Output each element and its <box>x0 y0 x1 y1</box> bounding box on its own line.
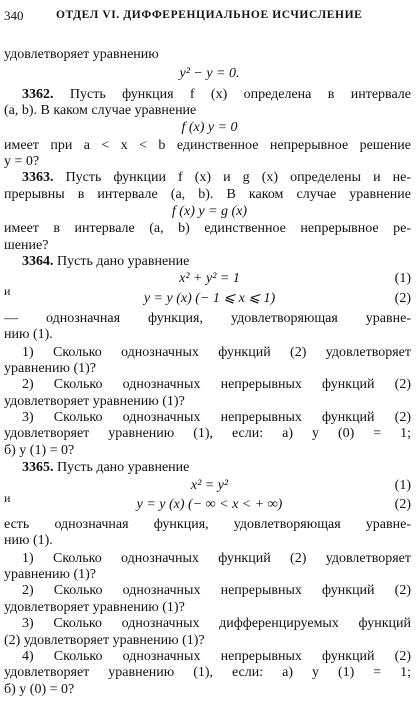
problem-number: 3363. <box>22 170 54 186</box>
text-line: шение? <box>4 237 49 253</box>
equation: y = y (x) (− ∞ < x < + ∞) <box>136 496 283 512</box>
problem-number: 3364. <box>22 254 54 269</box>
text-line: (a, b). В каком случае уравнение <box>4 102 197 118</box>
problem-3362-line: 3362. Пусть функция f (x) определена в интервале <box>22 86 411 102</box>
text-line: уравнению (1)? <box>4 360 97 376</box>
equation: f (x) y = g (x) <box>171 204 248 219</box>
text-line: 1) Сколько однозначных функций (2) удовлетворяет <box>22 344 411 360</box>
equation-number: (2) <box>394 290 411 306</box>
text-line: (2) удовлетворяет уравнению (1)? <box>4 632 205 648</box>
equation-number: (1) <box>394 271 411 287</box>
problem-3364-line: 3364. Пусть дано уравнение <box>22 254 190 269</box>
text-line: y = 0? <box>4 153 40 169</box>
text-line: 1) Сколько однозначных функций (2) удовлетворяет <box>22 550 411 566</box>
equation: f (x) y = 0 <box>181 120 238 136</box>
equation: x² + y² = 1 <box>179 271 240 287</box>
text-line: нию (1). <box>4 327 53 343</box>
problem-number: 3362. <box>22 86 54 102</box>
text-line: — однозначная функция, удовлетворяющая уравне- <box>4 310 411 326</box>
text-line: удовлетворяет уравнению (1)? <box>4 393 185 409</box>
text-line: б) y (0) = 0? <box>4 681 75 697</box>
text-line: удовлетворяет уравнению (1)? <box>4 599 185 615</box>
equation: y² − y = 0. <box>179 66 240 82</box>
text-line: 3) Сколько однозначных дифференцируемых функций <box>22 616 411 632</box>
text-line: нию (1). <box>4 533 53 549</box>
page-number: 340 <box>4 8 24 23</box>
problem-number: 3365. <box>22 460 54 476</box>
equation-number: (1) <box>394 477 411 493</box>
equation-number: (2) <box>394 496 411 512</box>
conjunction: и <box>4 491 11 505</box>
text-line: удовлетворяет уравнению (1), если: а) y (1) = 1; <box>4 665 411 681</box>
problem-3365-line: 3365. Пусть дано уравнение <box>22 460 190 476</box>
running-header <box>4 8 413 26</box>
problem-3363-line: 3363. Пусть функции f (x) и g (x) определены и не- <box>22 170 411 186</box>
text-line: удовлетворяет уравнению (1), если: а) y (0) = 1; <box>4 426 411 442</box>
text-line: 2) Сколько однозначных непрерывных функций (2) <box>22 583 411 599</box>
text-line: удовлетворяет уравнению <box>4 47 159 62</box>
text-line: имеет при a < x < b единственное непрерывное решение <box>4 137 411 153</box>
equation: x² = y² <box>190 477 229 493</box>
text-line: есть однозначная функция, удовлетворяющая уравне- <box>4 517 411 532</box>
text-line: 4) Сколько однозначных непрерывных функций (2) <box>22 648 411 664</box>
text-line: прерывны в интервале (a, b). В каком случае уравнение <box>4 186 411 202</box>
running-title: ОТДЕЛ VI. ДИФФЕРЕНЦИАЛЬНОЕ ИСЧИСЛЕНИЕ <box>56 9 363 21</box>
equation: y = y (x) (− 1 ⩽ x ⩽ 1) <box>143 290 276 306</box>
text-line: имеет в интервале (a, b) единственное непрерывное ре- <box>4 221 411 237</box>
text-line: уравнению (1)? <box>4 567 97 582</box>
text-line: б) y (1) = 0? <box>4 442 75 458</box>
conjunction: и <box>4 283 11 298</box>
text-line: 2) Сколько однозначных непрерывных функций (2) <box>22 377 411 393</box>
text-line: 3) Сколько однозначных непрерывных функций (2) <box>22 410 411 426</box>
